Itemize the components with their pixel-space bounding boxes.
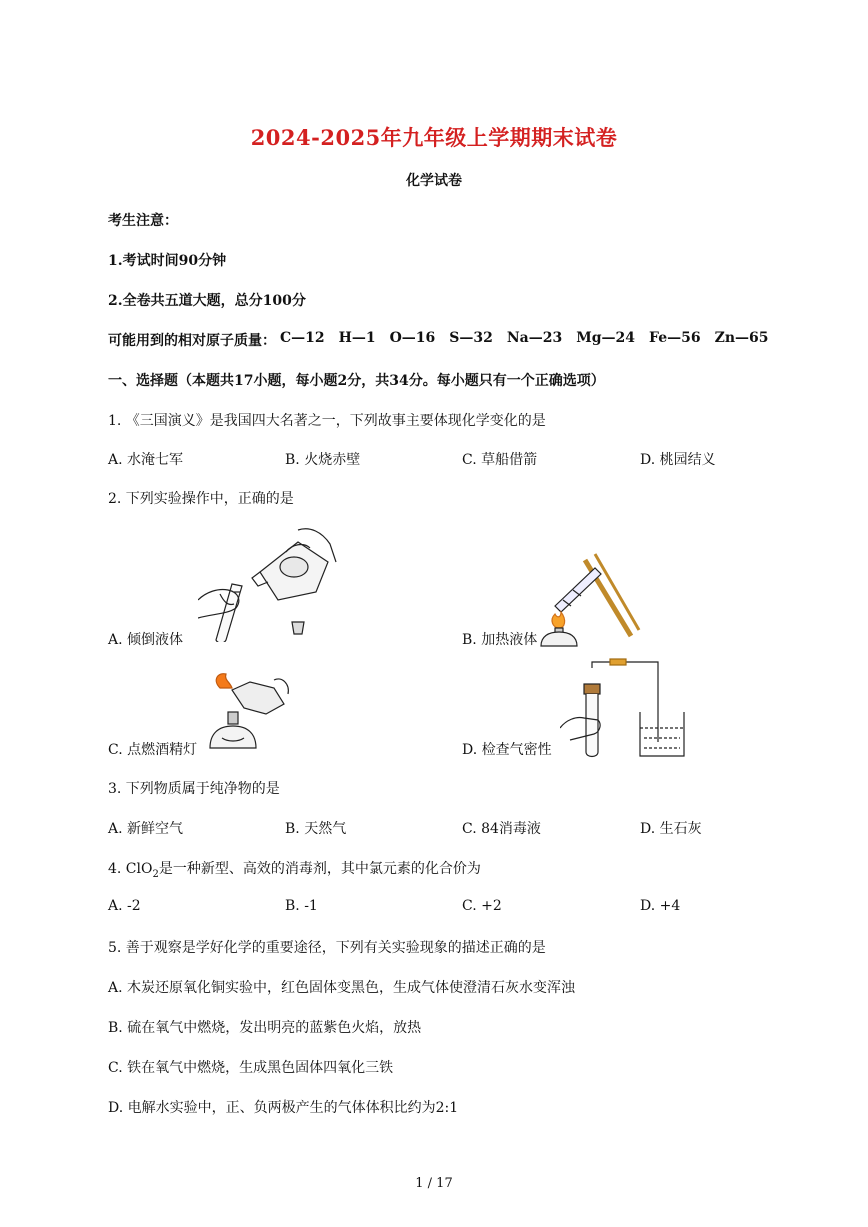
atomic-mass-zn: Zn—65	[714, 330, 769, 346]
q4-stem-text: 是一种新型、高效的消毒剂，其中氯元素的化合价为	[158, 861, 481, 877]
q3-option-c: C. 84消毒液	[462, 821, 541, 837]
atomic-mass-c: C—12	[280, 330, 325, 346]
q2-option-b: B. 加热液体	[462, 632, 538, 648]
atomic-mass-na: Na—23	[506, 330, 563, 346]
question-3-stem: 3. 下列物质属于纯净物的是	[108, 781, 280, 797]
pouring-liquid-figure	[198, 522, 338, 642]
exam-subtitle: 化学试卷	[406, 173, 462, 189]
q3-option-a: A. 新鲜空气	[108, 821, 184, 837]
q1-option-c: C. 草船借箭	[462, 452, 538, 468]
q4-option-d: D. +4	[640, 898, 681, 914]
atomic-mass-fe: Fe—56	[649, 330, 701, 346]
atomic-mass-mg: Mg—24	[576, 330, 636, 346]
question-2-stem: 2. 下列实验操作中，正确的是	[108, 491, 294, 507]
q5-option-c: C. 铁在氧气中燃烧，生成黑色固体四氧化三铁	[108, 1060, 394, 1076]
q4-option-b: B. -1	[285, 898, 318, 914]
notice-heading: 考生注意：	[108, 213, 178, 229]
atomic-mass-h: H—1	[338, 330, 376, 346]
q1-option-a: A. 水淹七军	[108, 452, 184, 468]
notice-item-time: 1.考试时间90分钟	[108, 253, 227, 269]
q3-option-b: B. 天然气	[285, 821, 347, 837]
gas-tightness-check-figure	[560, 658, 690, 758]
q3-option-d: D. 生石灰	[640, 821, 702, 837]
q5-option-a: A. 木炭还原氧化铜实验中，红色固体变黑色，生成气体使澄清石灰水变浑浊	[108, 980, 576, 996]
q1-option-b: B. 火烧赤壁	[285, 452, 361, 468]
atomic-masses-line	[108, 330, 782, 350]
q2-option-a: A. 倾倒液体	[108, 632, 184, 648]
q1-option-d: D. 桃园结义	[640, 452, 716, 468]
lighting-alcohol-lamp-figure	[202, 668, 292, 750]
notice-item-total: 2.全卷共五道大题，总分100分	[108, 293, 306, 309]
q2-option-c: C. 点燃酒精灯	[108, 742, 198, 758]
heating-liquid-figure	[535, 548, 645, 648]
question-1-stem: 1. 《三国演义》是我国四大名著之一，下列故事主要体现化学变化的是	[108, 413, 546, 429]
atomic-mass-s: S—32	[449, 330, 493, 346]
q5-option-d: D. 电解水实验中，正、负两极产生的气体体积比约为2:1	[108, 1100, 459, 1116]
q4-option-a: A. -2	[108, 898, 141, 914]
q4-stem-formula: 4. ClO	[108, 861, 153, 877]
q4-option-c: C. +2	[462, 898, 502, 914]
q2-option-d: D. 检查气密性	[462, 742, 552, 758]
section-heading: 一、选择题（本题共17小题，每小题2分，共34分。每小题只有一个正确选项）	[108, 373, 605, 389]
q5-option-b: B. 硫在氧气中燃烧，发出明亮的蓝紫色火焰，放热	[108, 1020, 422, 1036]
exam-title: 2024-2025年九年级上学期期末试卷	[250, 125, 618, 150]
atomic-masses-label: 可能用到的相对原子质量：	[108, 333, 276, 349]
question-4-stem	[108, 858, 481, 880]
question-5-stem: 5. 善于观察是学好化学的重要途径，下列有关实验现象的描述正确的是	[108, 940, 546, 956]
atomic-mass-o: O—16	[389, 330, 436, 346]
q4-stem-subscript: 2	[152, 868, 159, 880]
page-number: 1 / 17	[415, 1176, 453, 1191]
